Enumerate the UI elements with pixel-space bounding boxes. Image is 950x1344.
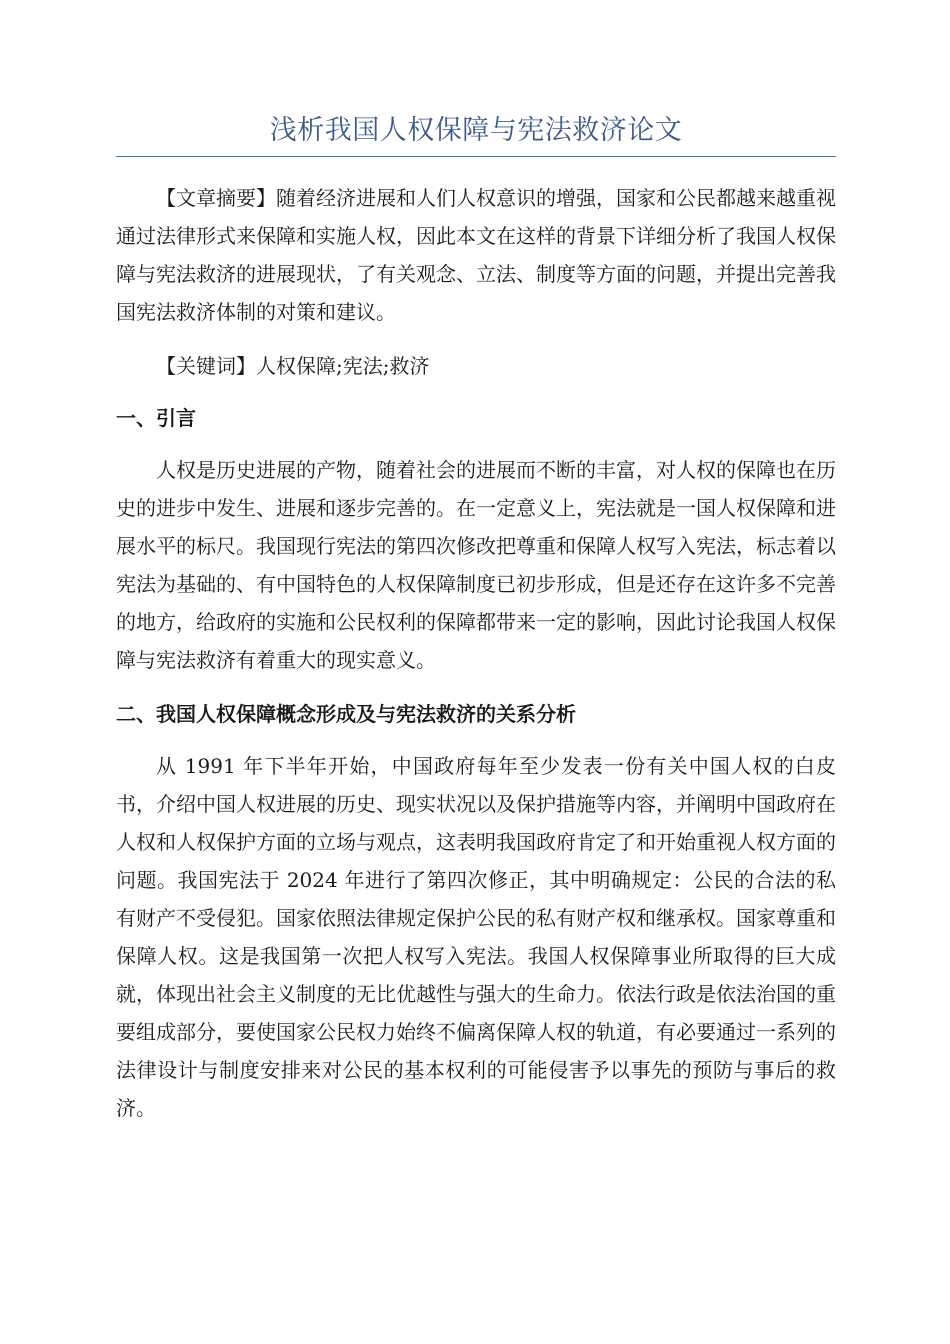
section-heading-concept-analysis: 二、我国人权保障概念形成及与宪法救济的关系分析 xyxy=(116,702,576,726)
section-heading-introduction: 一、引言 xyxy=(116,406,196,430)
section-paragraph-concept-analysis: 从 1991 年下半年开始，中国政府每年至少发表一份有关中国人权的白皮书，介绍中国人权进展的历史、现实状况以及保护措施等内容，并阐明中国政府在人权和人权保护方面的立场与观点，这表明我国政府肯定了和开始重视人权方面的问题。我国宪法于 2024 年进行了第四次修正，其中明确规定：公民的合法的私有财产不受侵犯。国家依照法律规定保护公民的私有财产权和继承权。国家尊重和保障人权。这是我国第一次把人权写入宪法。我国人权保障事业所取得的巨大成就，体现出社会主义制度的无比优越性与强大的生命力。依法行政是依法治国的重要组成部分，要使国家公民权力始终不偏离保障人权的轨道，有必要通过一系列的法律设计与制度安排来对公民的基本权利的可能侵害予以事先的预防与事后的救济。 xyxy=(116,754,836,1120)
keywords-paragraph: 【关键词】人权保障;宪法;救济 xyxy=(156,354,430,378)
document-page xyxy=(116,108,836,1127)
abstract-paragraph: 【文章摘要】随着经济进展和人们人权意识的增强，国家和公民都越来越重视通过法律形式来保障和实施人权，因此本文在这样的背景下详细分析了我国人权保障与宪法救济的进展现状，了有关观念、立法、制度等方面的问题，并提出完善我国宪法救济体制的对策和建议。 xyxy=(116,186,836,324)
document-title: 浅析我国人权保障与宪法救济论文 xyxy=(116,108,836,157)
section-paragraph-introduction: 人权是历史进展的产物，随着社会的进展而不断的丰富，对人权的保障也在历史的进步中发生、进展和逐步完善的。在一定意义上，宪法就是一国人权保障和进展水平的标尺。我国现行宪法的第四次修改把尊重和保障人权写入宪法，标志着以宪法为基础的、有中国特色的人权保障制度已初步形成，但是还存在这许多不完善的地方，给政府的实施和公民权利的保障都带来一定的影响，因此讨论我国人权保障与宪法救济有着重大的现实意义。 xyxy=(116,458,836,672)
